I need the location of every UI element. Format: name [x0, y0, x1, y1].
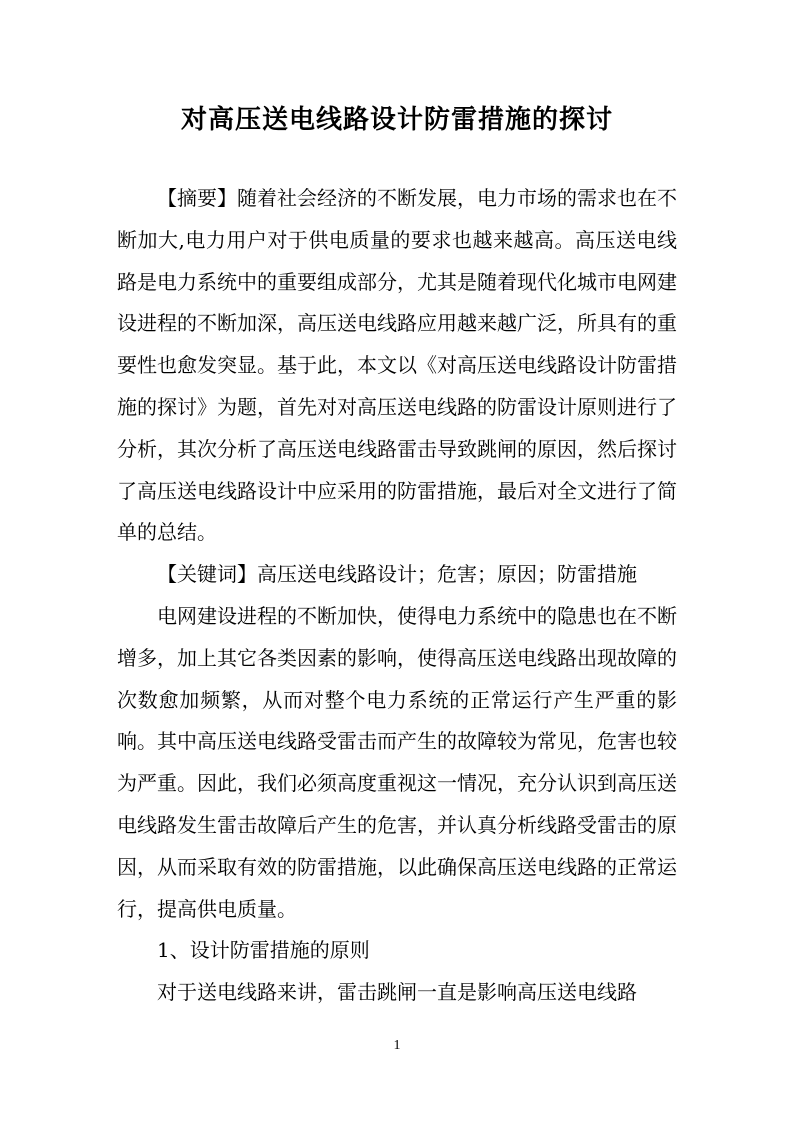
intro-paragraph: 电网建设进程的不断加快，使得电力系统中的隐患也在不断增多，加上其它各类因素的影响，使得高压送电线路出现故障的次数愈加频繁，从而对整个电力系统的正常运行产生严重的影响。其中高压送电线路受雷击而产生的故障较为常见，危害也较为严重。因此，我们必须高度重视这一情况，充分认识到高压送电线路发生雷击故障后产生的危害，并认真分析线路受雷击的原因，从而采取有效的防雷措施，以此确保高压送电线路的正常运行，提高供电质量。 [117, 603, 677, 921]
section-heading: 1、设计防雷措施的原则 [157, 938, 370, 963]
abstract-paragraph: 【摘要】随着社会经济的不断发展，电力市场的需求也在不断加大,电力用户对于供电质量的要求也越来越高。高压送电线路是电力系统中的重要组成部分，尤其是随着现代化城市电网建设进程的不断加深，高压送电线路应用越来越广泛，所具有的重要性也愈发突显。基于此，本文以《对高压送电线路设计防雷措施的探讨》为题，首先对对高压送电线路的防雷设计原则进行了分析，其次分析了高压送电线路雷击导致跳闸的原因，然后探讨了高压送电线路设计中应采用的防雷措施，最后对全文进行了简单的总结。 [117, 186, 677, 545]
document-body [117, 178, 677, 1014]
keywords-paragraph: 【关键词】高压送电线路设计；危害；原因；防雷措施 [157, 562, 637, 587]
section-paragraph: 对于送电线路来讲，雷击跳闸一直是影响高压送电线路 [157, 980, 637, 1005]
page-number: 1 [393, 1038, 401, 1053]
document-title: 对高压送电线路设计防雷措施的探讨 [180, 105, 613, 135]
